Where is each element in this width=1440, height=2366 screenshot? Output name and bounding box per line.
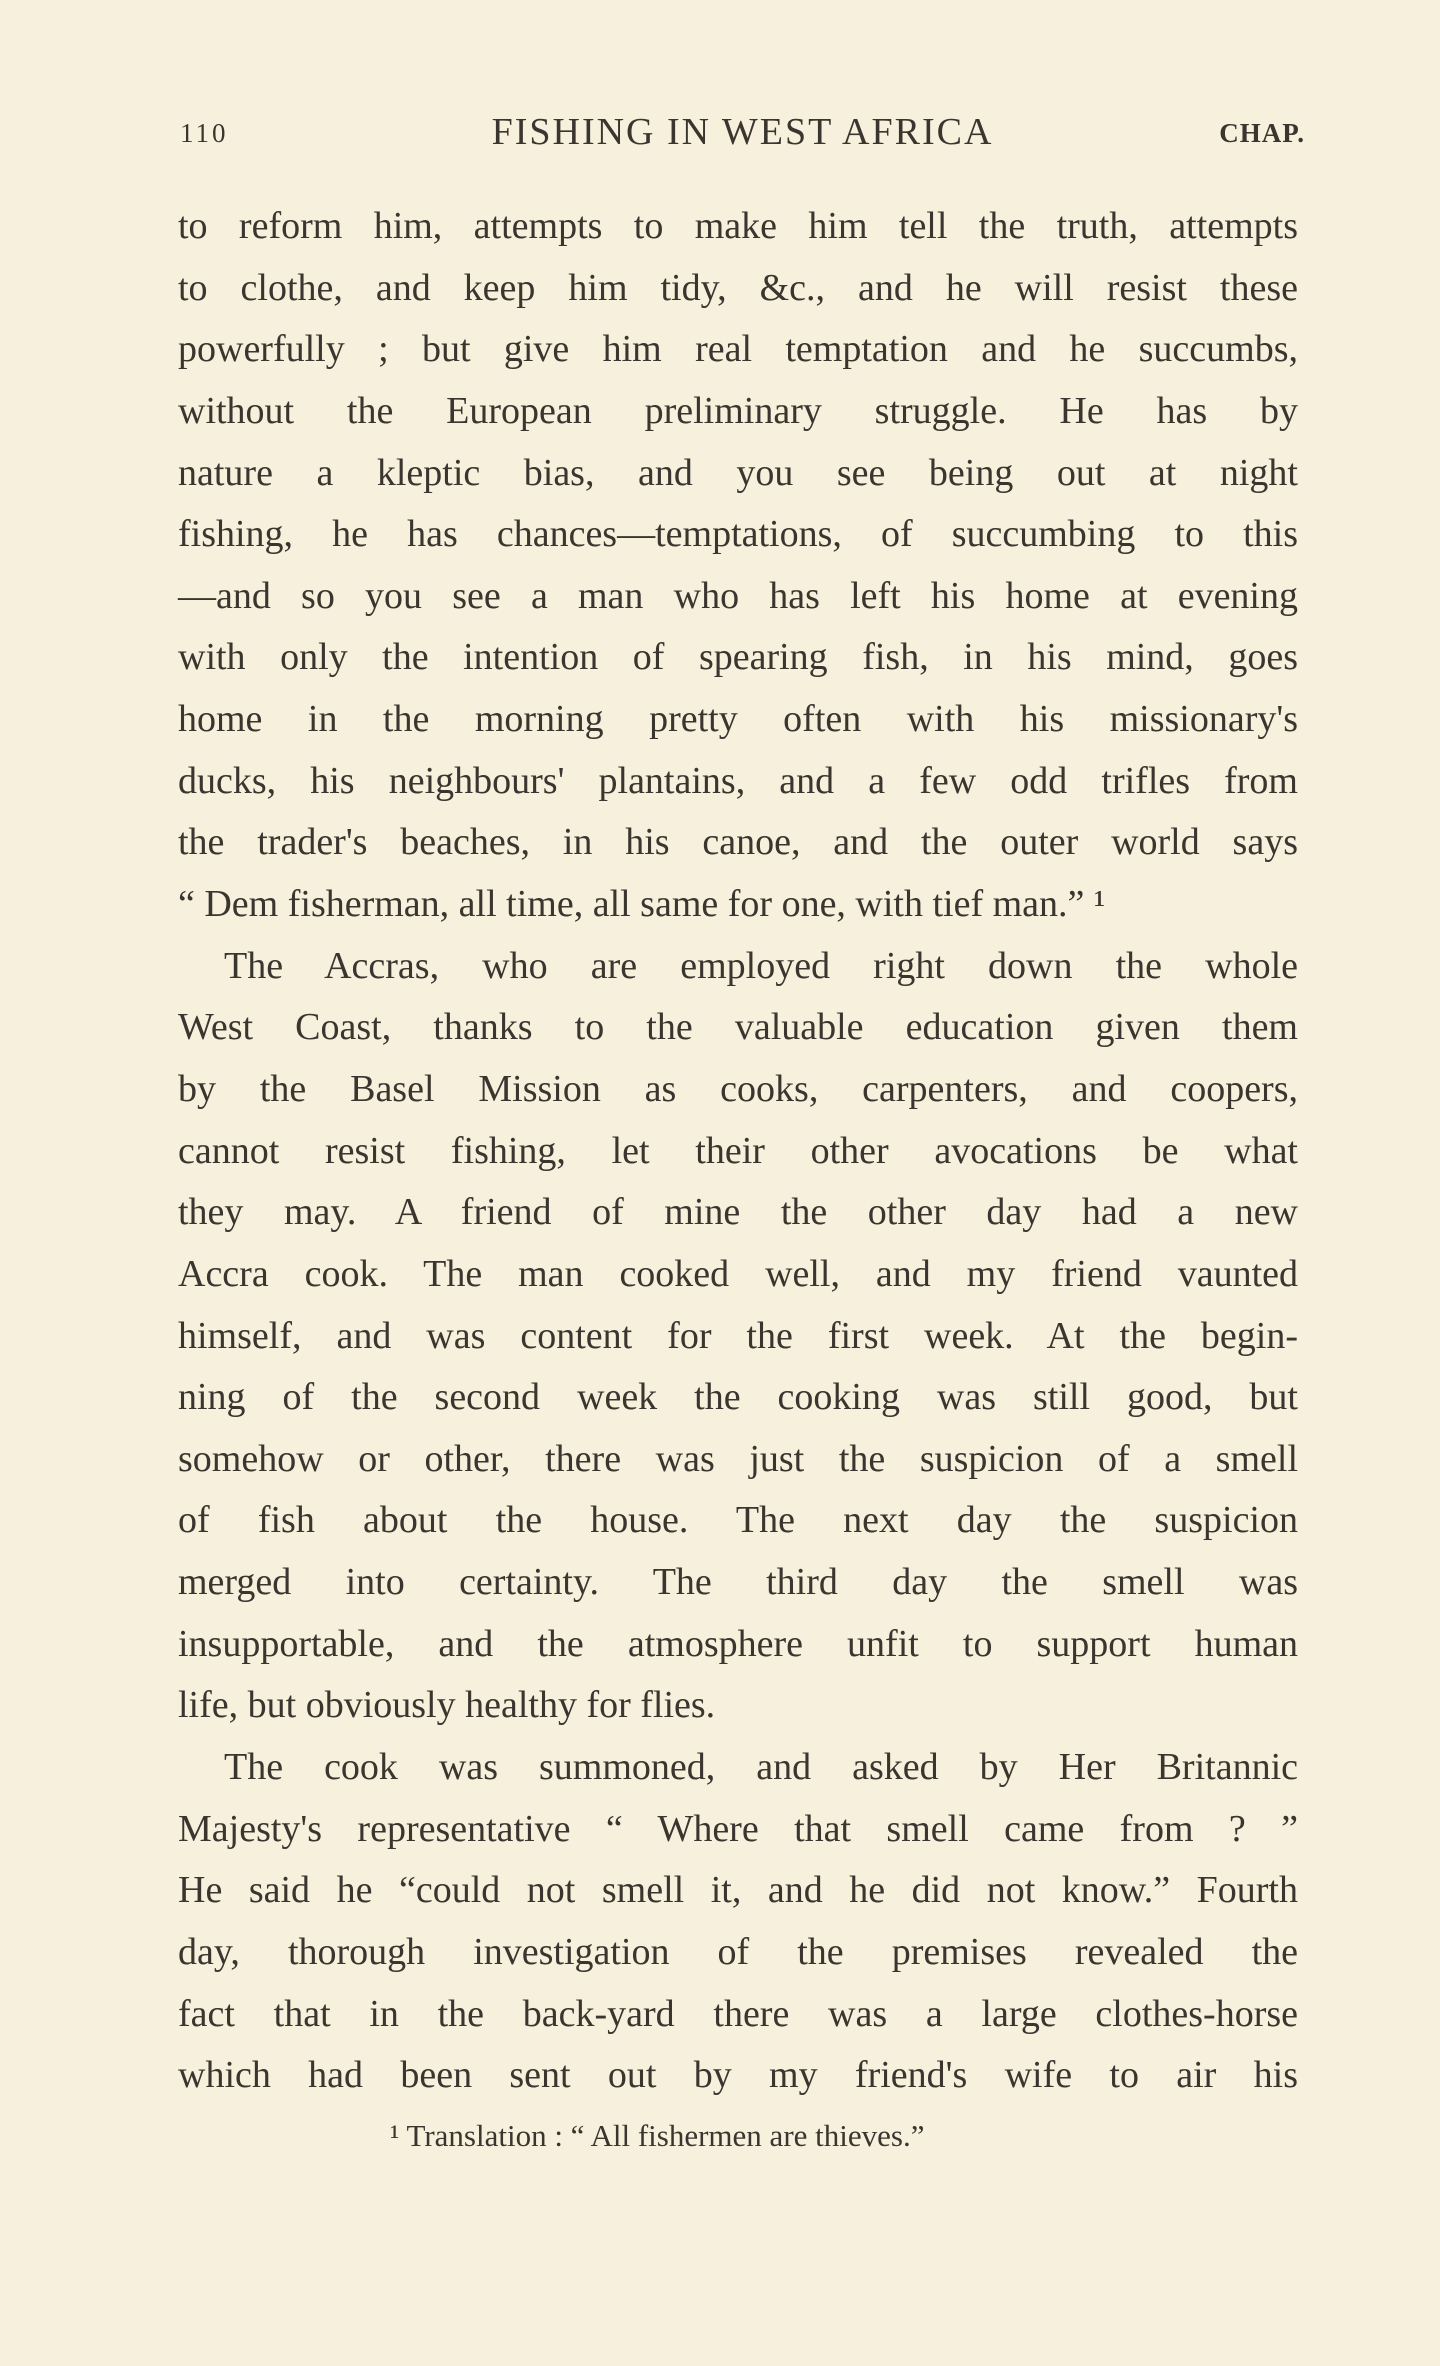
text-line: day, thorough investigation of the premises revealed the (178, 1930, 1298, 1973)
text-line: powerfully ; but give him real temptation and he succumbs, (178, 328, 1298, 371)
text-line: without the European preliminary struggle. He has by (178, 389, 1298, 432)
text-line: merged into certainty. The third day the smell was (178, 1561, 1298, 1604)
text-line: fishing, he has chances—temptations, of succumbing to this (178, 513, 1298, 556)
chapter-label: CHAP. (1219, 118, 1305, 148)
text-line: somehow or other, there was just the suspicion of a smell (178, 1437, 1298, 1480)
text-line: insupportable, and the atmosphere unfit to support human (178, 1622, 1298, 1665)
text-line: West Coast, thanks to the valuable education given them (178, 1006, 1298, 1049)
text-line: life, but obviously healthy for flies. (178, 1684, 716, 1727)
running-title: FISHING IN WEST AFRICA (491, 111, 994, 153)
body-text (178, 196, 1298, 2107)
text-line: himself, and was content for the first week. At the begin- (178, 1314, 1298, 1357)
text-line: ning of the second week the cooking was still good, but (178, 1376, 1298, 1419)
text-line: by the Basel Mission as cooks, carpenters, and coopers, (178, 1067, 1298, 1110)
text-line: Majesty's representative “ Where that smell came from ? ” (178, 1807, 1298, 1850)
text-line: Accra cook. The man cooked well, and my friend vaunted (178, 1252, 1298, 1295)
text-line: The Accras, who are employed right down the whole (224, 944, 1298, 987)
text-line: home in the morning pretty often with his missionary's (178, 698, 1298, 741)
text-line: with only the intention of spearing fish, in his mind, goes (178, 636, 1298, 679)
text-line: nature a kleptic bias, and you see being out at night (178, 451, 1298, 494)
text-line: which had been sent out by my friend's wife to air his (178, 2054, 1298, 2097)
text-line: of fish about the house. The next day the suspicion (178, 1499, 1298, 1542)
text-line: to clothe, and keep him tidy, &c., and he will resist these (178, 266, 1298, 309)
text-line: cannot resist fishing, let their other avocations be what (178, 1129, 1298, 1172)
page-number: 110 (180, 118, 229, 148)
text-line: the trader's beaches, in his canoe, and the outer world says (178, 821, 1298, 864)
text-line: He said he “could not smell it, and he did not know.” Fourth (178, 1869, 1298, 1912)
running-head (180, 108, 1305, 158)
text-line: —and so you see a man who has left his home at evening (178, 574, 1298, 617)
text-line: ducks, his neighbours' plantains, and a few odd trifles from (178, 759, 1298, 802)
text-line: The cook was summoned, and asked by Her Britannic (224, 1746, 1298, 1789)
text-line: “ Dem fisherman, all time, all same for one, with tief man.” ¹ (178, 883, 1106, 926)
text-line: they may. A friend of mine the other day had a new (178, 1191, 1298, 1234)
footnote: ¹ Translation : “ All fishermen are thieves.” (390, 2118, 925, 2153)
text-line: fact that in the back-yard there was a large clothes-horse (178, 1992, 1298, 2035)
text-line: to reform him, attempts to make him tell the truth, attempts (178, 205, 1298, 247)
